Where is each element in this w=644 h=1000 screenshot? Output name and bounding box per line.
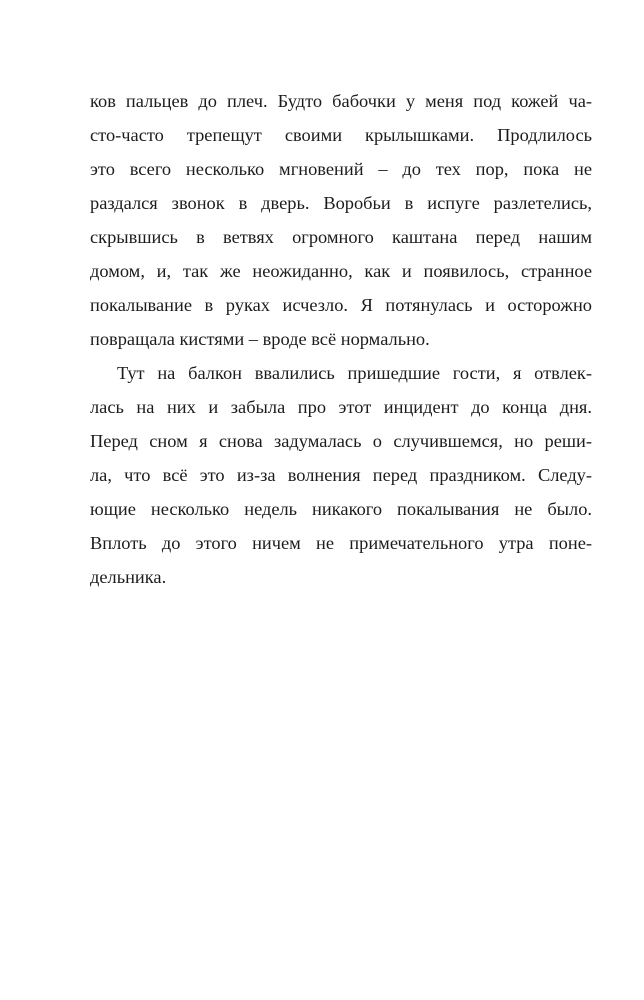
text-line: Тут на балкон ввалились пришедшие гости, я отвлек-	[117, 363, 592, 383]
text-line: сто-часто трепещут своими крылышками. Продлилось	[90, 125, 592, 145]
text-line: ла, что всё это из-за волнения перед праздником. Следу-	[90, 465, 592, 485]
text-line: ков пальцев до плеч. Будто бабочки у меня под кожей ча-	[90, 91, 592, 111]
text-line: ющие несколько недель никакого покалывания не было.	[90, 499, 592, 519]
paragraph-1	[90, 84, 592, 356]
text-line: домом, и, так же неожиданно, как и появилось, странное	[90, 261, 592, 281]
paragraph-2	[90, 356, 592, 594]
text-line: раздался звонок в дверь. Воробьи в испуге разлетелись,	[90, 193, 592, 213]
text-line: Вплоть до этого ничем не примечательного утра поне-	[90, 533, 592, 553]
text-line: дельника.	[90, 567, 167, 587]
text-line: скрывшись в ветвях огромного каштана перед нашим	[90, 227, 592, 247]
text-line: лась на них и забыла про этот инцидент до конца дня.	[90, 397, 592, 417]
text-line: это всего несколько мгновений – до тех пор, пока не	[90, 159, 592, 179]
body-text	[90, 84, 592, 594]
text-line: покалывание в руках исчезло. Я потянулась и осторожно	[90, 295, 592, 315]
text-line: Перед сном я снова задумалась о случившемся, но реши-	[90, 431, 592, 451]
text-line: повращала кистями – вроде всё нормально.	[90, 329, 430, 349]
